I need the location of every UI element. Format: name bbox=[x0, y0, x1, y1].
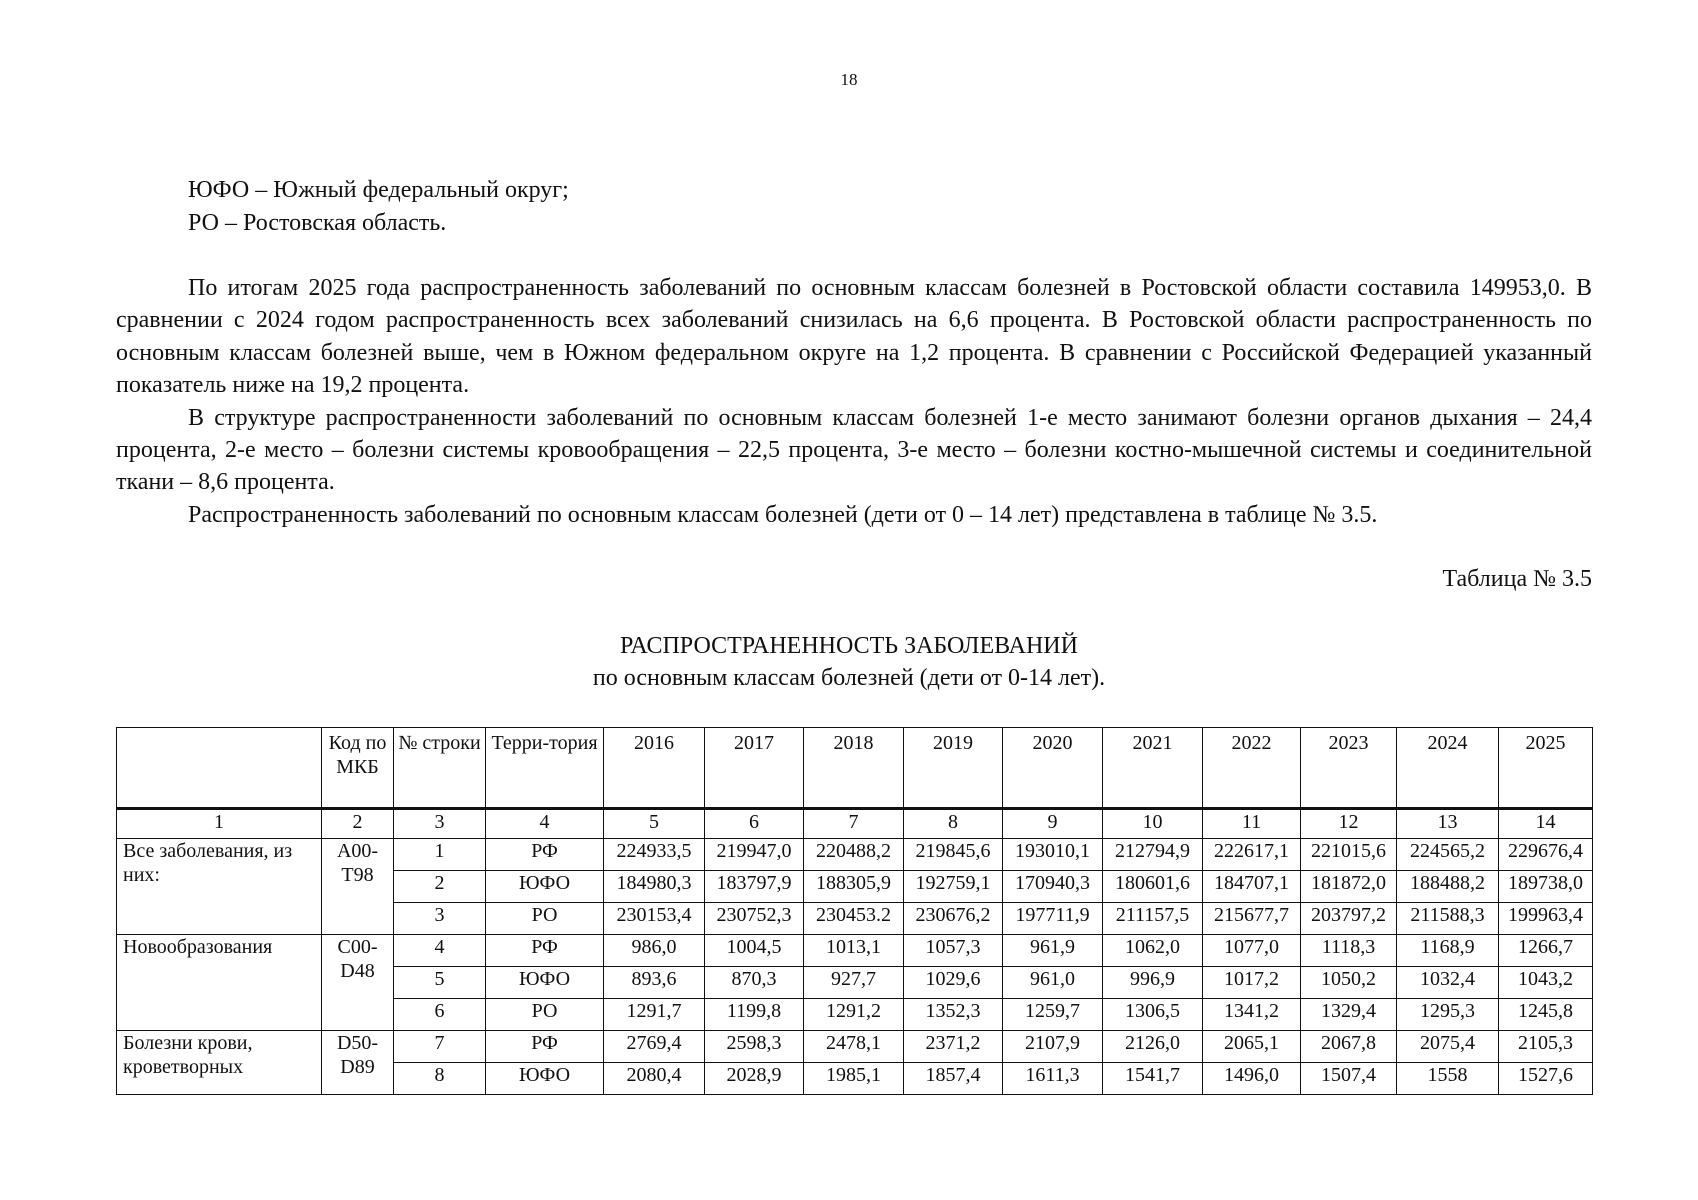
prevalence-table bbox=[116, 727, 1593, 1095]
column-number: 13 bbox=[1397, 809, 1499, 839]
value-cell: 180601,6 bbox=[1103, 871, 1203, 903]
value-cell: 1118,3 bbox=[1301, 935, 1397, 967]
icd-code: D50-D89 bbox=[322, 1031, 394, 1095]
value-cell: 184980,3 bbox=[604, 871, 705, 903]
value-cell: 2065,1 bbox=[1203, 1031, 1301, 1063]
value-cell: 192759,1 bbox=[904, 871, 1003, 903]
value-cell: 1029,6 bbox=[904, 967, 1003, 999]
table-title-main: РАСПРОСТРАНЕННОСТЬ ЗАБОЛЕВАНИЙ bbox=[620, 633, 1078, 659]
row-number: 5 bbox=[394, 967, 486, 999]
value-cell: 230153,4 bbox=[604, 903, 705, 935]
header-year: 2018 bbox=[804, 728, 904, 809]
value-cell: 1985,1 bbox=[804, 1063, 904, 1095]
body-text bbox=[116, 272, 1592, 531]
value-cell: 1291,7 bbox=[604, 999, 705, 1031]
header-year: 2022 bbox=[1203, 728, 1301, 809]
value-cell: 2769,4 bbox=[604, 1031, 705, 1063]
abbreviations-list bbox=[188, 174, 569, 240]
value-cell: 1496,0 bbox=[1203, 1063, 1301, 1095]
value-cell: 1032,4 bbox=[1397, 967, 1499, 999]
header-year: 2023 bbox=[1301, 728, 1397, 809]
value-cell: 2080,4 bbox=[604, 1063, 705, 1095]
value-cell: 219845,6 bbox=[904, 839, 1003, 871]
header-year: 2019 bbox=[904, 728, 1003, 809]
value-cell: 927,7 bbox=[804, 967, 904, 999]
value-cell: 188305,9 bbox=[804, 871, 904, 903]
column-number-row bbox=[117, 809, 1593, 839]
disease-class-label: Болезни крови, кроветворных bbox=[117, 1031, 322, 1095]
territory-cell: РО bbox=[486, 999, 604, 1031]
value-cell: 220488,2 bbox=[804, 839, 904, 871]
value-cell: 1527,6 bbox=[1499, 1063, 1593, 1095]
value-cell: 1259,7 bbox=[1003, 999, 1103, 1031]
paragraph-summary: По итогам 2025 года распространенность заболеваний по основным классам болезней в Ростовской области составила 149953,0. В сравнении с 2024 годом распространенность всех заболеваний снизилась на 6,6 процента. В Ростовской области распространенность по основным классам болезней выше, чем в Южном федеральном округе на 1,2 процента. В сравнении с Российской Федерацией указанный показатель ниже на 19,2 процента. bbox=[116, 275, 1592, 399]
territory-cell: ЮФО bbox=[486, 1063, 604, 1095]
value-cell: 229676,4 bbox=[1499, 839, 1593, 871]
column-number: 7 bbox=[804, 809, 904, 839]
value-cell: 199963,4 bbox=[1499, 903, 1593, 935]
value-cell: 1168,9 bbox=[1397, 935, 1499, 967]
value-cell: 961,9 bbox=[1003, 935, 1103, 967]
value-cell: 1043,2 bbox=[1499, 967, 1593, 999]
row-number: 2 bbox=[394, 871, 486, 903]
value-cell: 222617,1 bbox=[1203, 839, 1301, 871]
value-cell: 188488,2 bbox=[1397, 871, 1499, 903]
column-number: 3 bbox=[394, 809, 486, 839]
value-cell: 961,0 bbox=[1003, 967, 1103, 999]
table-header-row bbox=[117, 728, 1593, 809]
table-title-sub: по основным классам болезней (дети от 0-14 лет). bbox=[592, 665, 1106, 691]
header-year: 2017 bbox=[705, 728, 804, 809]
header-year: 2024 bbox=[1397, 728, 1499, 809]
row-number: 7 bbox=[394, 1031, 486, 1063]
column-number: 9 bbox=[1003, 809, 1103, 839]
icd-code: C00-D48 bbox=[322, 935, 394, 1031]
value-cell: 2107,9 bbox=[1003, 1031, 1103, 1063]
row-number: 8 bbox=[394, 1063, 486, 1095]
value-cell: 1611,3 bbox=[1003, 1063, 1103, 1095]
table-caption: Таблица № 3.5 bbox=[1442, 566, 1592, 592]
column-number: 4 bbox=[486, 809, 604, 839]
abbreviation-ro: РО – Ростовская область. bbox=[188, 210, 447, 236]
header-blank bbox=[117, 728, 322, 809]
icd-code: A00-T98 bbox=[322, 839, 394, 935]
value-cell: 170940,3 bbox=[1003, 871, 1103, 903]
table-title bbox=[0, 630, 1698, 694]
column-number: 8 bbox=[904, 809, 1003, 839]
value-cell: 221015,6 bbox=[1301, 839, 1397, 871]
row-number: 3 bbox=[394, 903, 486, 935]
column-number: 2 bbox=[322, 809, 394, 839]
abbreviation-yufo: ЮФО – Южный федеральный округ; bbox=[188, 177, 569, 203]
value-cell: 1341,2 bbox=[1203, 999, 1301, 1031]
territory-cell: ЮФО bbox=[486, 967, 604, 999]
header-year: 2020 bbox=[1003, 728, 1103, 809]
value-cell: 215677,7 bbox=[1203, 903, 1301, 935]
value-cell: 2028,9 bbox=[705, 1063, 804, 1095]
value-cell: 183797,9 bbox=[705, 871, 804, 903]
column-number: 10 bbox=[1103, 809, 1203, 839]
value-cell: 212794,9 bbox=[1103, 839, 1203, 871]
value-cell: 870,3 bbox=[705, 967, 804, 999]
value-cell: 2075,4 bbox=[1397, 1031, 1499, 1063]
value-cell: 189738,0 bbox=[1499, 871, 1593, 903]
value-cell: 1013,1 bbox=[804, 935, 904, 967]
value-cell: 1295,3 bbox=[1397, 999, 1499, 1031]
value-cell: 197711,9 bbox=[1003, 903, 1103, 935]
value-cell: 1306,5 bbox=[1103, 999, 1203, 1031]
value-cell: 1857,4 bbox=[904, 1063, 1003, 1095]
value-cell: 1050,2 bbox=[1301, 967, 1397, 999]
header-year: 2021 bbox=[1103, 728, 1203, 809]
disease-class-label: Новообразования bbox=[117, 935, 322, 1031]
header-year: 2025 bbox=[1499, 728, 1593, 809]
value-cell: 986,0 bbox=[604, 935, 705, 967]
column-number: 6 bbox=[705, 809, 804, 839]
column-number: 12 bbox=[1301, 809, 1397, 839]
value-cell: 1017,2 bbox=[1203, 967, 1301, 999]
header-territory: Терри-тория bbox=[486, 728, 604, 809]
table-row bbox=[117, 839, 1593, 871]
value-cell: 1004,5 bbox=[705, 935, 804, 967]
table-row bbox=[117, 935, 1593, 967]
territory-cell: ЮФО bbox=[486, 871, 604, 903]
value-cell: 1266,7 bbox=[1499, 935, 1593, 967]
territory-cell: РФ bbox=[486, 935, 604, 967]
value-cell: 1062,0 bbox=[1103, 935, 1203, 967]
value-cell: 230752,3 bbox=[705, 903, 804, 935]
table-row bbox=[117, 1031, 1593, 1063]
value-cell: 224565,2 bbox=[1397, 839, 1499, 871]
value-cell: 1245,8 bbox=[1499, 999, 1593, 1031]
value-cell: 1352,3 bbox=[904, 999, 1003, 1031]
column-number: 5 bbox=[604, 809, 705, 839]
paragraph-table-ref: Распространенность заболеваний по основным классам болезней (дети от 0 – 14 лет) представлена в таблице № 3.5. bbox=[188, 501, 1378, 528]
paragraph-structure: В структуре распространенности заболеваний по основным классам болезней 1-е место занимают болезни органов дыхания – 24,4 процента, 2-е место – болезни системы кровообращения – 22,5 процента, 3-е место – болезни костно-мышечной системы и соединительной ткани – 8,6 процента. bbox=[116, 404, 1592, 496]
disease-class-label: Все заболевания, из них: bbox=[117, 839, 322, 935]
value-cell: 996,9 bbox=[1103, 967, 1203, 999]
value-cell: 1057,3 bbox=[904, 935, 1003, 967]
value-cell: 2598,3 bbox=[705, 1031, 804, 1063]
value-cell: 230676,2 bbox=[904, 903, 1003, 935]
value-cell: 1199,8 bbox=[705, 999, 804, 1031]
territory-cell: РФ bbox=[486, 839, 604, 871]
row-number: 6 bbox=[394, 999, 486, 1031]
value-cell: 1329,4 bbox=[1301, 999, 1397, 1031]
row-number: 1 bbox=[394, 839, 486, 871]
territory-cell: РО bbox=[486, 903, 604, 935]
header-year: 2016 bbox=[604, 728, 705, 809]
value-cell: 1541,7 bbox=[1103, 1063, 1203, 1095]
value-cell: 2478,1 bbox=[804, 1031, 904, 1063]
row-number: 4 bbox=[394, 935, 486, 967]
value-cell: 1077,0 bbox=[1203, 935, 1301, 967]
value-cell: 211588,3 bbox=[1397, 903, 1499, 935]
column-number: 14 bbox=[1499, 809, 1593, 839]
value-cell: 893,6 bbox=[604, 967, 705, 999]
value-cell: 2105,3 bbox=[1499, 1031, 1593, 1063]
column-number: 11 bbox=[1203, 809, 1301, 839]
value-cell: 1558 bbox=[1397, 1063, 1499, 1095]
value-cell: 2371,2 bbox=[904, 1031, 1003, 1063]
value-cell: 184707,1 bbox=[1203, 871, 1301, 903]
territory-cell: РФ bbox=[486, 1031, 604, 1063]
column-number: 1 bbox=[117, 809, 322, 839]
value-cell: 2067,8 bbox=[1301, 1031, 1397, 1063]
value-cell: 2126,0 bbox=[1103, 1031, 1203, 1063]
value-cell: 219947,0 bbox=[705, 839, 804, 871]
value-cell: 181872,0 bbox=[1301, 871, 1397, 903]
value-cell: 230453.2 bbox=[804, 903, 904, 935]
value-cell: 203797,2 bbox=[1301, 903, 1397, 935]
value-cell: 193010,1 bbox=[1003, 839, 1103, 871]
value-cell: 211157,5 bbox=[1103, 903, 1203, 935]
header-row-number: № строки bbox=[394, 728, 486, 809]
page-number: 18 bbox=[840, 70, 858, 89]
value-cell: 224933,5 bbox=[604, 839, 705, 871]
header-code: Код по МКБ bbox=[322, 728, 394, 809]
value-cell: 1291,2 bbox=[804, 999, 904, 1031]
value-cell: 1507,4 bbox=[1301, 1063, 1397, 1095]
